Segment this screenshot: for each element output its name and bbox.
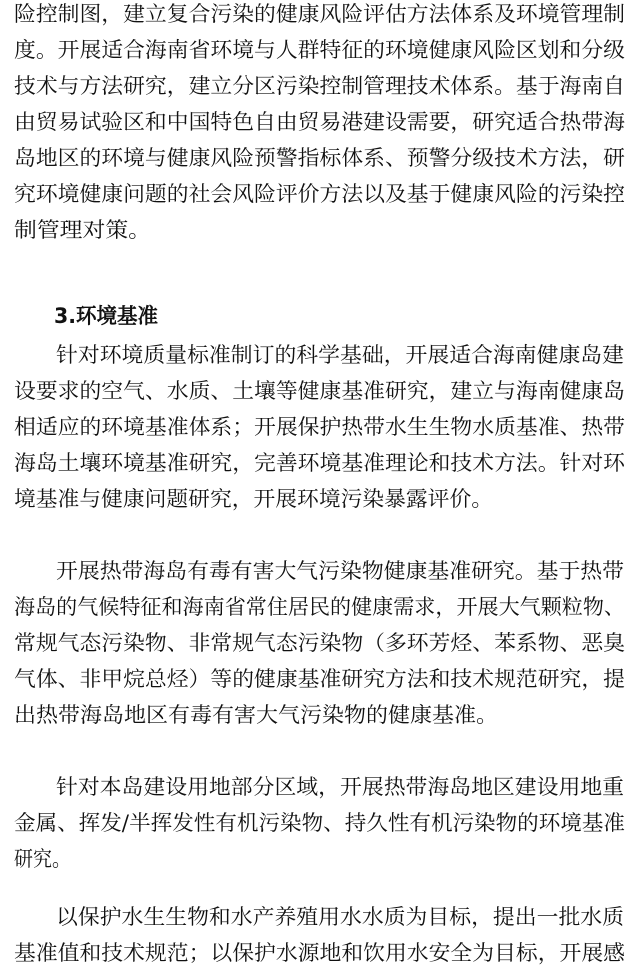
- text-line: 以保护水生生物和水产养殖用水水质为目标，提出一批水质: [56, 905, 625, 929]
- text-line: 究环境健康问题的社会风险评价方法以及基于健康风险的污染控: [14, 182, 625, 206]
- text-line: 常规气态污染物、非常规气态污染物（多环芳烃、苯系物、恶臭: [14, 631, 625, 655]
- text-line: 针对环境质量标准制订的科学基础，开展适合海南健康岛建: [56, 343, 625, 367]
- text-line: 制管理对策。: [14, 218, 151, 242]
- text-line: 度。开展适合海南省环境与人群特征的环境健康风险区划和分级: [14, 38, 625, 62]
- text-line: 技术与方法研究，建立分区污染控制管理技术体系。基于海南自: [14, 74, 625, 98]
- text-line: 研究。: [14, 847, 71, 871]
- text-line: 气体、非甲烷总烃）等的健康基准研究方法和技术规范研究，提: [14, 667, 625, 691]
- text-line: 出热带海岛地区有毒有害大气污染物的健康基准。: [14, 703, 499, 727]
- text-line: 海岛土壤环境基准研究，完善环境基准理论和技术方法。针对环: [14, 451, 625, 475]
- section-heading: 3.环境基准: [54, 304, 158, 328]
- text-line: 境基准与健康问题研究，开展环境污染暴露评价。: [14, 487, 493, 511]
- text-line: 设要求的空气、水质、土壤等健康基准研究，建立与海南健康岛: [14, 379, 625, 403]
- text-line: 岛地区的环境与健康风险预警指标体系、预警分级技术方法，研: [14, 146, 625, 170]
- text-line: 针对本岛建设用地部分区域，开展热带海岛地区建设用地重: [56, 775, 625, 799]
- text-line: 海岛的气候特征和海南省常住居民的健康需求，开展大气颗粒物、: [14, 595, 625, 619]
- text-line: 金属、挥发/半挥发性有机污染物、持久性有机污染物的环境基准: [14, 811, 625, 835]
- text-line: 开展热带海岛有毒有害大气污染物健康基准研究。基于热带: [56, 559, 625, 583]
- text-line: 由贸易试验区和中国特色自由贸易港建设需要，研究适合热带海: [14, 110, 625, 134]
- text-line: 基准值和技术规范；以保护水源地和饮用水安全为目标，开展感: [14, 941, 625, 965]
- text-line: 险控制图，建立复合污染的健康风险评估方法体系及环境管理制: [14, 2, 625, 26]
- text-line: 相适应的环境基准体系；开展保护热带水生生物水质基准、热带: [14, 415, 625, 439]
